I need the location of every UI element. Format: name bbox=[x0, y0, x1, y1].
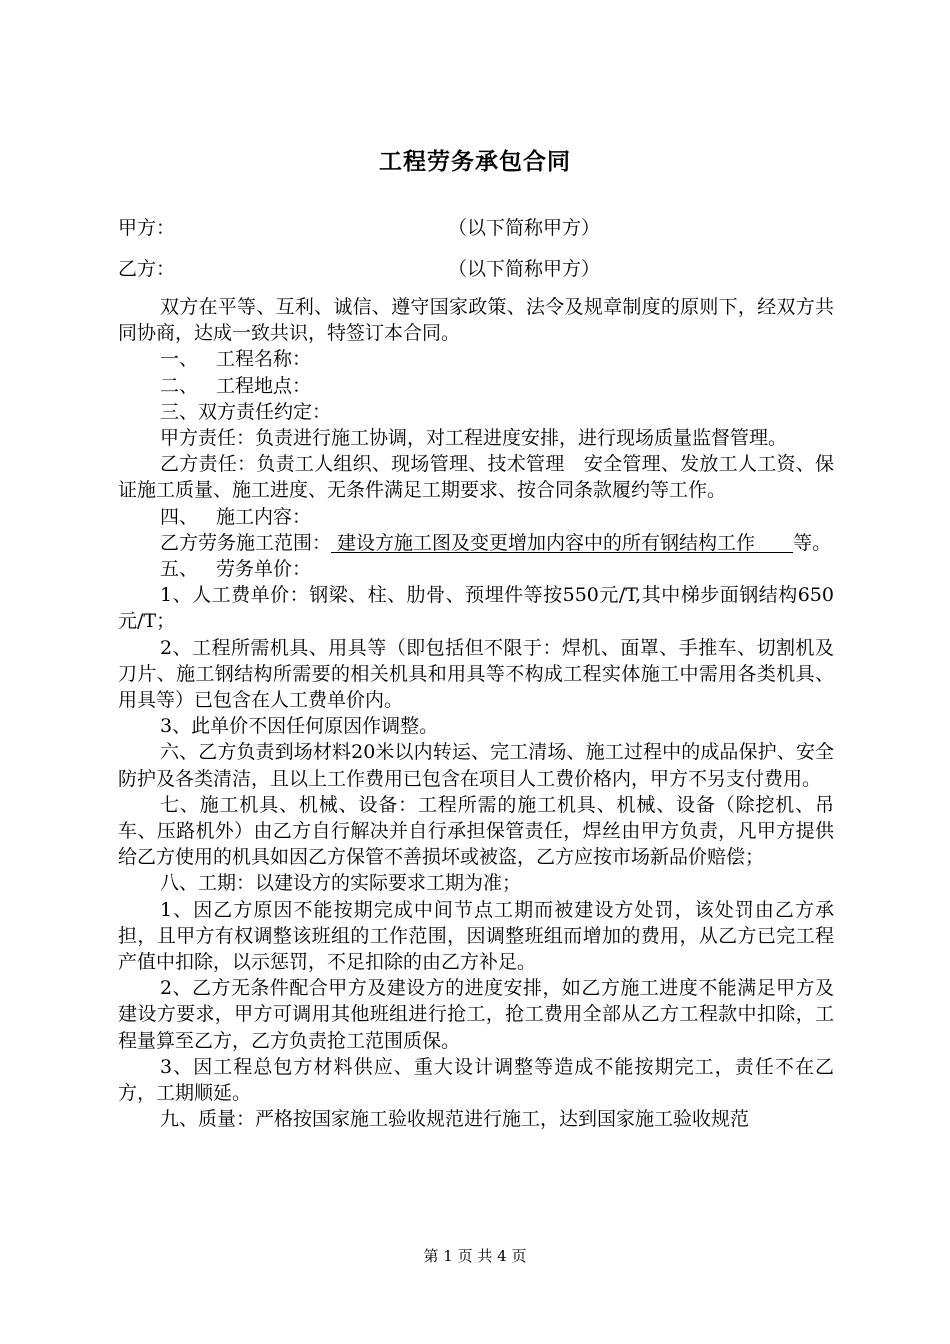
work-scope-value: 建设方施工图及变更增加内容中的所有钢结构工作 bbox=[331, 531, 794, 554]
page-footer: 第 1 页 共 4 页 bbox=[423, 1247, 527, 1265]
party-b-alias: （以下简称甲方） bbox=[448, 258, 601, 280]
section-4-text: 施工内容： bbox=[216, 505, 312, 528]
party-b-label: 乙方： bbox=[118, 258, 176, 280]
section-8-item-3: 3、因工程总包方材料供应、重大设计调整等造成不能按期完工，责任不在乙方，工期顺延。 bbox=[118, 1055, 834, 1105]
section-2 bbox=[118, 373, 834, 399]
party-a-duty: 甲方责任：负责进行施工协调，对工程进度安排，进行现场质量监督管理。 bbox=[160, 427, 788, 450]
contract-title: 工程劳务承包合同 bbox=[379, 148, 571, 175]
party-a-alias: （以下简称甲方） bbox=[448, 217, 601, 239]
work-scope bbox=[118, 530, 834, 556]
section-8-item-1: 1、因乙方原因不能按期完成中间节点工期而被建设方处罚，该处罚由乙方承担，且甲方有权调整该班组的工作范围，因调整班组而增加的费用，从乙方已完工程产值中扣除，以示惩罚，不足扣除的由乙方补足。 bbox=[118, 898, 834, 974]
section-1-number: 一、 bbox=[160, 348, 199, 371]
contract-body bbox=[118, 294, 834, 1133]
section-5-item-2: 2、工程所需机具、用具等（即包括但不限于：焊机、面罩、手推车、切割机及刀片、施工钢结构所需要的相关机具和用具等不构成工程实体施工中需用各类机具、用具等）已包含在人工费单价内。 bbox=[118, 636, 834, 712]
section-4-number: 四、 bbox=[160, 505, 199, 528]
section-8: 八、工期：以建设方的实际要求工期为准； bbox=[160, 872, 522, 895]
section-5-number: 五、 bbox=[160, 558, 199, 581]
section-2-text: 工程地点： bbox=[216, 374, 312, 397]
section-5-item-3: 3、此单价不因任何原因作调整。 bbox=[160, 715, 439, 738]
section-6: 六、乙方负责到场材料20米以内转运、完工清场、施工过程中的成品保护、安全防护及各类清洁，且以上工作费用已包含在项目人工费价格内，甲方不另支付费用。 bbox=[118, 741, 834, 790]
party-a-label: 甲方： bbox=[118, 217, 176, 239]
section-5-item-1: 1、人工费单价：钢梁、柱、肋骨、预埋件等按550元/T,其中梯步面钢结构650元/T； bbox=[118, 584, 834, 633]
section-3: 三、双方责任约定： bbox=[160, 400, 332, 423]
party-b-duty: 乙方责任：负责工人组织、现场管理、技术管理 安全管理、发放工人工资、保证施工质量、施工进度、无条件满足工期要求、按合同条款履约等工作。 bbox=[118, 453, 834, 502]
section-9: 九、质量：严格按国家施工验收规范进行施工，达到国家施工验收规范 bbox=[160, 1108, 750, 1131]
work-scope-suffix: 等。 bbox=[793, 531, 832, 554]
section-8-item-2: 2、乙方无条件配合甲方及建设方的进度安排，如乙方施工进度不能满足甲方及建设方要求，甲方可调用其他班组进行抢工，抢工费用全部从乙方工程款中扣除，工程量算至乙方，乙方负责抢工范围质保。 bbox=[118, 977, 834, 1052]
section-1-text: 工程名称： bbox=[216, 348, 312, 371]
section-4 bbox=[118, 504, 834, 530]
section-5-text: 劳务单价： bbox=[216, 558, 312, 581]
section-7: 七、施工机具、机械、设备：工程所需的施工机具、机械、设备（除挖机、吊车、压路机外）由乙方自行解决并自行承担保管责任，焊丝由甲方负责，凡甲方提供给乙方使用的机具如因乙方保管不善损坏或被盗，乙方应按市场新品价赔偿； bbox=[118, 793, 834, 869]
section-5 bbox=[118, 556, 834, 582]
section-2-number: 二、 bbox=[160, 374, 199, 397]
intro-paragraph: 双方在平等、互利、诚信、遵守国家政策、法令及规章制度的原则下，经双方共同协商，达成一致共识，特签订本合同。 bbox=[118, 296, 834, 345]
work-scope-label: 乙方劳务施工范围： bbox=[160, 531, 332, 554]
section-1 bbox=[118, 346, 834, 372]
